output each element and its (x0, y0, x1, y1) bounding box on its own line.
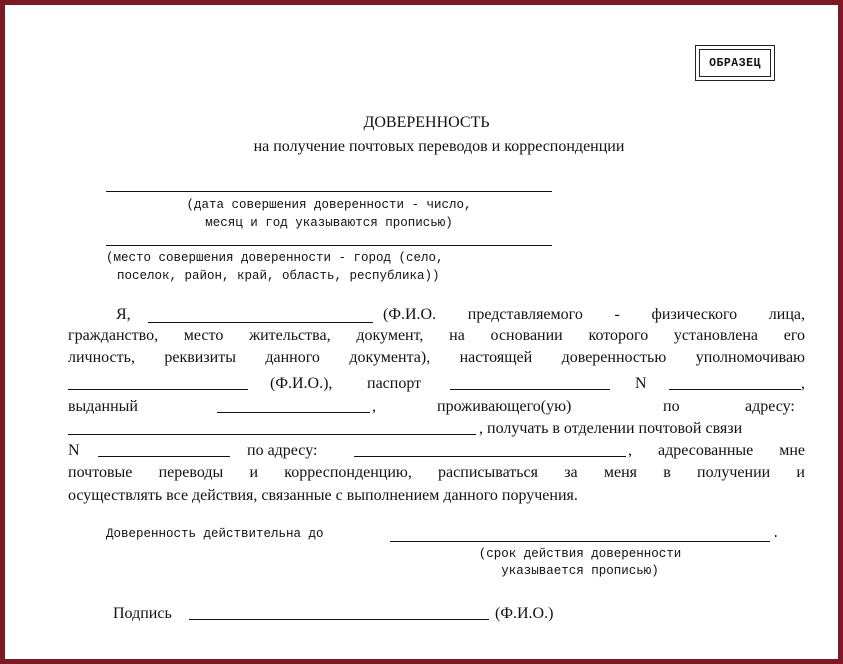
place-blank-line[interactable] (106, 245, 552, 246)
passport-number-blank[interactable] (669, 389, 801, 390)
validity-date-blank[interactable] (390, 541, 770, 542)
validity-caption-line-2: указывается прописью) (501, 564, 659, 578)
residing-label: проживающего(ую) (437, 398, 572, 415)
i-word: Я, (116, 306, 131, 323)
passport-number-sign: N (635, 375, 647, 392)
receive-text: , получать в отделении почтовой связи (479, 420, 743, 437)
body-line-3: личность, реквизиты данного документа), настоящей доверенностью уполномочиваю (68, 349, 805, 366)
passport-series-blank[interactable] (450, 389, 610, 390)
attorney-fio-note: (Ф.И.О.), (270, 375, 333, 392)
issued-by-blank[interactable] (217, 412, 370, 413)
signature-fio-note: (Ф.И.О.) (495, 605, 554, 622)
date-caption-line-1: (дата совершения доверенности - число, (186, 198, 472, 212)
body-line-8: почтовые переводы и корреспонденцию, расписываться за меня в получении и (68, 464, 805, 481)
signature-blank[interactable] (189, 619, 489, 620)
address-word: адресу: (745, 398, 795, 415)
post-office-number-sign: N (68, 442, 80, 459)
post-office-number-blank[interactable] (98, 456, 230, 457)
principal-fio-note: (Ф.И.О. представляемого - физического лица, (383, 306, 805, 323)
principal-fio-blank[interactable] (148, 322, 373, 323)
by-address-label: по адресу: (247, 442, 318, 459)
by-word: по (663, 398, 680, 415)
body-line-2: гражданство, место жительства, документ, на основании которого установлена его (68, 327, 805, 344)
place-caption-line-2: поселок, район, край, область, республика)) (117, 269, 440, 283)
passport-comma: , (801, 375, 805, 392)
date-caption-line-2: месяц и год указываются прописью) (205, 216, 453, 230)
issued-label: выданный (68, 398, 138, 415)
issued-comma: , (372, 398, 376, 415)
document-subtitle: на получение почтовых переводов и корреспонденции (253, 138, 625, 155)
body-line-9: осуществлять все действия, связанные с выполнением данного поручения. (68, 487, 578, 504)
passport-label: паспорт (367, 375, 422, 392)
date-blank-line[interactable] (106, 191, 552, 192)
validity-label: Доверенность действительна до (106, 527, 324, 541)
attorney-fio-blank[interactable] (68, 389, 248, 390)
sample-stamp (695, 45, 775, 81)
residence-address-blank[interactable] (68, 434, 476, 435)
validity-caption-line-1: (срок действия доверенности (478, 547, 682, 561)
addressed-text: , адресованные мне (628, 442, 805, 459)
document-title: ДОВЕРЕННОСТЬ (363, 114, 490, 131)
place-caption-line-1: (место совершения доверенности - город (село, (106, 251, 444, 265)
sample-stamp-label: ОБРАЗЕЦ (699, 49, 771, 77)
validity-period: . (772, 527, 780, 541)
signature-label: Подпись (113, 605, 172, 622)
post-office-address-blank[interactable] (354, 456, 626, 457)
